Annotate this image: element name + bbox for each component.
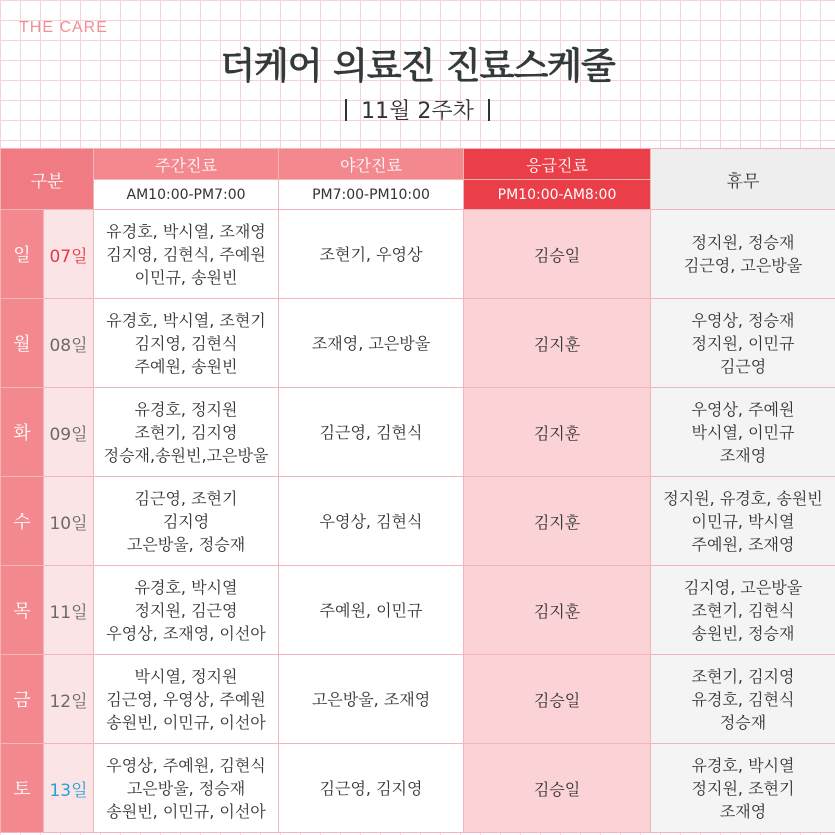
day-off-staff-line: 조재영 bbox=[719, 801, 767, 821]
day-shift-staff-line: 김지영 bbox=[162, 511, 210, 531]
day-off-staff-line: 조현기, 김현식 bbox=[691, 600, 795, 620]
date-label: 12일 bbox=[44, 655, 94, 744]
emergency-cell: 김승일 bbox=[464, 655, 651, 744]
date-label: 07일 bbox=[44, 210, 94, 299]
day-off-staff-line: 이민규, 박시열 bbox=[691, 511, 795, 531]
day-off-cell bbox=[651, 744, 835, 833]
day-shift-staff-line: 우영상, 조재영, 이선아 bbox=[106, 623, 266, 643]
day-off-cell bbox=[651, 210, 835, 299]
day-off-staff-line: 정승재 bbox=[719, 712, 767, 732]
day-shift-staff-line: 유경호, 정지원 bbox=[134, 399, 238, 419]
weekday-label: 금 bbox=[1, 655, 44, 744]
night-shift-cell: 김근영, 김지영 bbox=[279, 744, 464, 833]
day-off-staff-line: 우영상, 주예원 bbox=[691, 399, 795, 419]
day-shift-staff-line: 김근영, 조현기 bbox=[134, 488, 238, 508]
weekday-label: 수 bbox=[1, 477, 44, 566]
day-shift-cell bbox=[94, 388, 279, 477]
day-off-staff-line: 조재영 bbox=[719, 445, 767, 465]
day-off-staff-line: 주예원, 조재영 bbox=[691, 534, 795, 554]
day-shift-cell bbox=[94, 210, 279, 299]
day-off-cell bbox=[651, 477, 835, 566]
schedule-row bbox=[1, 744, 835, 833]
schedule-row bbox=[1, 566, 835, 655]
day-shift-cell bbox=[94, 655, 279, 744]
day-shift-staff-line: 유경호, 박시열, 조현기 bbox=[106, 310, 266, 330]
weekday-label: 일 bbox=[1, 210, 44, 299]
day-shift-staff-line: 송원빈, 이민규, 이선아 bbox=[106, 712, 266, 732]
day-off-staff-line: 우영상, 정승재 bbox=[691, 310, 795, 330]
schedule-row bbox=[1, 655, 835, 744]
day-off-staff-line: 정지원, 유경호, 송원빈 bbox=[663, 488, 823, 508]
day-off-staff-line: 김근영, 고은방울 bbox=[683, 256, 803, 275]
day-shift-staff-line: 유경호, 박시열, 조재영 bbox=[106, 221, 266, 241]
day-shift-staff-line: 박시열, 정지원 bbox=[134, 666, 238, 686]
day-shift-staff-line: 송원빈, 이민규, 이선아 bbox=[106, 801, 266, 821]
schedule-row bbox=[1, 477, 835, 566]
day-off-staff-line: 유경호, 박시열 bbox=[691, 755, 795, 775]
emergency-cell: 김승일 bbox=[464, 210, 651, 299]
day-shift-staff-line: 유경호, 박시열 bbox=[134, 577, 238, 597]
emergency-cell: 김승일 bbox=[464, 744, 651, 833]
day-off-cell bbox=[651, 655, 835, 744]
night-shift-cell: 조현기, 우영상 bbox=[279, 210, 464, 299]
day-off-staff-line: 김근영 bbox=[719, 356, 767, 376]
date-label: 10일 bbox=[44, 477, 94, 566]
schedule-row bbox=[1, 299, 835, 388]
day-shift-cell bbox=[94, 744, 279, 833]
night-shift-cell: 우영상, 김현식 bbox=[279, 477, 464, 566]
subtitle-right-bar bbox=[488, 99, 490, 121]
emergency-cell: 김지훈 bbox=[464, 388, 651, 477]
header-day-shift: 주간진료 bbox=[94, 149, 279, 180]
emergency-cell: 김지훈 bbox=[464, 566, 651, 655]
day-off-staff-line: 김지영, 고은방울 bbox=[683, 577, 803, 597]
header-night-shift-time: PM7:00-PM10:00 bbox=[279, 180, 464, 210]
day-off-staff-line: 정지원, 조현기 bbox=[691, 778, 795, 798]
date-label: 09일 bbox=[44, 388, 94, 477]
day-shift-staff-line: 이민규, 송원빈 bbox=[134, 267, 238, 287]
date-label: 11일 bbox=[44, 566, 94, 655]
header-emergency-time: PM10:00-AM8:00 bbox=[464, 180, 651, 210]
schedule-table bbox=[0, 148, 835, 833]
day-off-staff-line: 유경호, 김현식 bbox=[691, 689, 795, 709]
header-night-shift: 야간진료 bbox=[279, 149, 464, 180]
day-shift-cell bbox=[94, 477, 279, 566]
weekday-label: 월 bbox=[1, 299, 44, 388]
header-day-off: 휴무 bbox=[651, 149, 835, 210]
day-off-staff-line: 박시열, 이민규 bbox=[691, 422, 795, 442]
weekday-label: 목 bbox=[1, 566, 44, 655]
night-shift-cell: 고은방울, 조재영 bbox=[279, 655, 464, 744]
header-category: 구분 bbox=[1, 149, 94, 210]
header-emergency: 응급진료 bbox=[464, 149, 651, 180]
date-label: 08일 bbox=[44, 299, 94, 388]
day-shift-staff-line: 고은방울, 정승재 bbox=[126, 778, 246, 798]
emergency-cell: 김지훈 bbox=[464, 477, 651, 566]
night-shift-cell: 주예원, 이민규 bbox=[279, 566, 464, 655]
day-off-staff-line: 정지원, 이민규 bbox=[691, 333, 795, 353]
day-shift-cell bbox=[94, 566, 279, 655]
weekday-label: 화 bbox=[1, 388, 44, 477]
night-shift-cell: 김근영, 김현식 bbox=[279, 388, 464, 477]
day-shift-cell bbox=[94, 299, 279, 388]
weekday-label: 토 bbox=[1, 744, 44, 833]
night-shift-cell: 조재영, 고은방울 bbox=[279, 299, 464, 388]
day-shift-staff-line: 고은방울, 정승재 bbox=[126, 534, 246, 554]
subtitle-left-bar bbox=[345, 99, 347, 121]
brand-logo-text: THE CARE bbox=[19, 19, 108, 36]
day-shift-staff-line: 김지영, 김현식 bbox=[134, 333, 238, 353]
day-off-staff-line: 송원빈, 정승재 bbox=[691, 623, 795, 643]
page-title: 더케어 의료진 진료스케줄 bbox=[220, 46, 615, 87]
schedule-row bbox=[1, 388, 835, 477]
day-off-cell bbox=[651, 299, 835, 388]
day-off-cell bbox=[651, 388, 835, 477]
day-shift-staff-line: 우영상, 주예원, 김현식 bbox=[106, 755, 266, 775]
week-label: 11월 2주차 bbox=[361, 99, 474, 124]
day-off-staff-line: 정지원, 정승재 bbox=[691, 233, 795, 252]
emergency-cell: 김지훈 bbox=[464, 299, 651, 388]
page-subtitle bbox=[0, 94, 835, 125]
schedule-body bbox=[1, 210, 835, 833]
day-shift-staff-line: 김근영, 우영상, 주예원 bbox=[106, 689, 266, 709]
day-shift-staff-line: 주예원, 송원빈 bbox=[134, 356, 238, 376]
schedule-row bbox=[1, 210, 835, 299]
day-shift-staff-line: 김지영, 김현식, 주예원 bbox=[106, 244, 266, 264]
day-off-cell bbox=[651, 566, 835, 655]
day-shift-staff-line: 조현기, 김지영 bbox=[134, 422, 238, 442]
day-shift-staff-line: 정지원, 김근영 bbox=[134, 600, 238, 620]
day-off-staff-line: 조현기, 김지영 bbox=[691, 666, 795, 686]
day-shift-staff-line: 정승재,송원빈,고은방울 bbox=[103, 445, 269, 465]
date-label: 13일 bbox=[44, 744, 94, 833]
header-day-shift-time: AM10:00-PM7:00 bbox=[94, 180, 279, 210]
